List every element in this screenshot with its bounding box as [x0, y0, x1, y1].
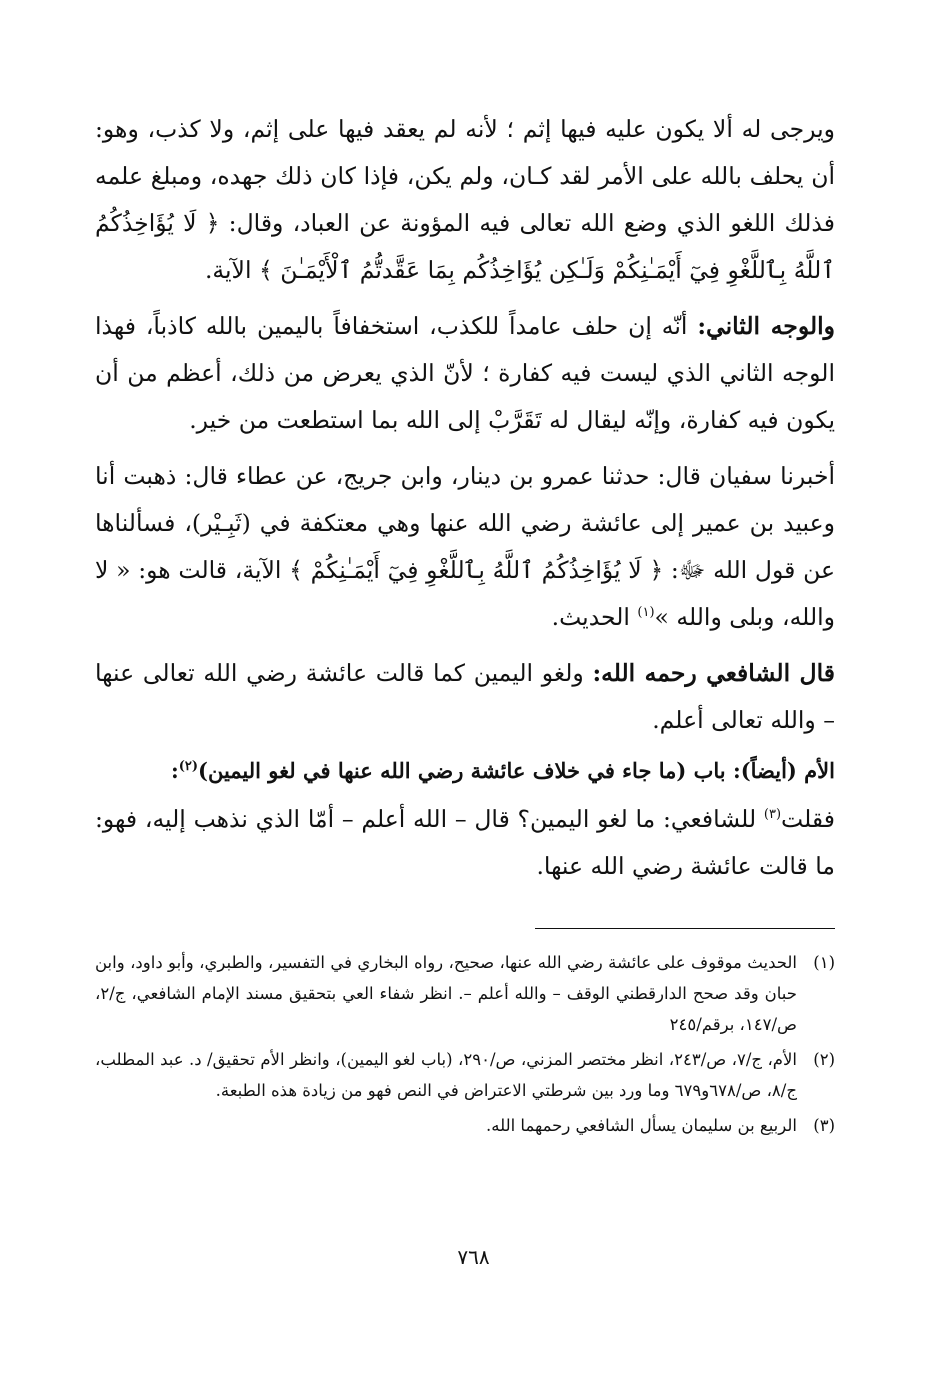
final-paragraph-before: فقلت	[781, 805, 835, 833]
footnote-ref-1: (١)	[637, 605, 655, 621]
footnote-1	[95, 947, 835, 1040]
paragraph-2-text: أنّه إن حلف عامداً للكذب، استخفافاً باليمين بالله كاذباً، فهذا الوجه الثاني الذي ليست فيه كفارة ؛ لأنّ الذي يعرض من ذلك، أعظم من أن يكون فيه كفارة، وإنّه ليقال له تَقَرَّبْ إلى الله بما استطعت من خير.	[95, 312, 835, 434]
paragraph-2-lead: والوجه الثاني:	[697, 312, 835, 340]
footnote-2	[95, 1044, 835, 1106]
footnote-number: (٣)	[813, 1116, 835, 1135]
footnote-ref-2: (٢)	[178, 759, 199, 774]
paragraph-1-text: ويرجى له ألا يكون عليه فيها إثم ؛ لأنه لم يعقد فيها على إثم، ولا كذب، وهو: أن يحلف بالله على الأمر لقد كـان، ولم يكن، فإذا كان ذلك جهده، ومبلغ علمه فذلك اللغو الذي وضع الله تعالى فيه المؤونة عن العباد، وقال: ﴿ لَا يُؤَاخِذُكُمُ ٱللَّهُ بِٱللَّغْوِ فِيٓ أَيْمَـٰنِكُمْ وَلَـٰكِن يُؤَاخِذُكُم بِمَا عَقَّدتُّمُ ٱلْأَيْمَـٰنَ ﴾ الآية.	[95, 115, 835, 284]
paragraph-1	[95, 106, 835, 294]
footnote-separator	[535, 928, 835, 929]
footnote-ref-3: (٣)	[763, 807, 782, 823]
footnote-number: (١)	[813, 953, 835, 972]
footnote-text: الأم، ج/٧، ص/٢٤٣، انظر مختصر المزني، ص/٢٩٠، (باب لغو اليمين)، وانظر الأم تحقيق/ د. عبد المطلب، ج/٨، ص/٦٧٨و٦٧٩ وما ورد بين شرطتي الاعتراض في النص فهو من زيادة هذه الطبعة.	[95, 1050, 798, 1100]
paragraph-3-tail: الحديث.	[551, 603, 638, 631]
final-paragraph	[95, 796, 835, 890]
paragraph-4-text: ولغو اليمين كما قالت عائشة رضي الله تعالى عنها – والله تعالى أعلم.	[95, 659, 835, 734]
paragraph-4	[95, 650, 835, 744]
page-number: ٧٦٨	[457, 1245, 490, 1269]
footnote-3	[95, 1110, 835, 1141]
footnote-number: (٢)	[813, 1050, 835, 1069]
section-heading-tail: :	[170, 758, 179, 783]
final-paragraph-text: للشافعي: ما لغو اليمين؟ قال – الله أعلم – أمّا الذي نذهب إليه، فهو: ما قالت عائشة رضي الله عنها.	[95, 805, 835, 880]
footnote-text: الربيع بن سليمان يسأل الشافعي رحمهما الله.	[486, 1116, 797, 1135]
section-heading	[95, 748, 835, 794]
paragraph-2	[95, 303, 835, 444]
main-text	[95, 106, 835, 890]
paragraph-3-text: أخبرنا سفيان قال: حدثنا عمرو بن دينار، وابن جريج، عن عطاء قال: ذهبت أنا وعبيد بن عمير إلى عائشة رضي الله عنها وهي معتكفة في (ثَبِـيْر)، فسألناها عن قول الله ﷻ: ﴿ لَا يُؤَاخِذُكُمُ ٱللَّهُ بِٱللَّغْوِ فِيٓ أَيْمَـٰنِكُمْ ﴾ الآية، قالت هو: « لا والله، وبلى والله »	[95, 462, 835, 631]
section-heading-text: الأم (أيضاً): باب (ما جاء في خلاف عائشة رضي الله عنها في لغو اليمين)	[198, 758, 835, 783]
paragraph-4-lead: قال الشافعي رحمه الله:	[592, 659, 835, 687]
footnote-text: الحديث موقوف على عائشة رضي الله عنها، صحيح، رواه البخاري في التفسير، والطبري، وأبو داود، وابن حبان وقد صحح الدارقطني الوقف – والله أعلم –. انظر شفاء العي بتحقيق مسند الإمام الشافعي، ج/٢، ص/١٤٧، برقم/٢٤٥	[95, 953, 797, 1034]
paragraph-3	[95, 453, 835, 641]
footnotes	[95, 947, 835, 1141]
